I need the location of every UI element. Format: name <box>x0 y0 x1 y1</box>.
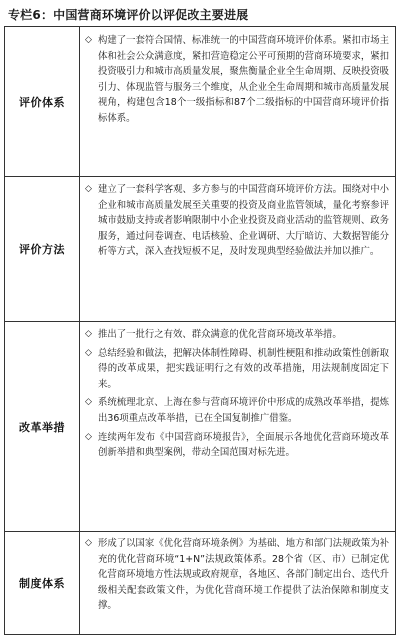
item-text: 建立了一套科学客观、多方参与的中国营商环境评价方法。围绕对中小企业和城市高质量发展至关重要的投资及商业监管领域，量化考察参评城市鼓励支持或者影响限制中小企业投资及商业活动的监管规则、政务服务，通过问卷调查、电话核验、企业调研、大厅暗访、大数据智能分析等方式，深入查找短板不足，及时发现典型经验做法并加以推广。 <box>98 184 389 258</box>
diamond-bullet-icon: ◇ <box>85 347 92 358</box>
diamond-bullet-icon: ◇ <box>85 329 92 339</box>
table-row <box>5 176 395 321</box>
row-content <box>80 177 395 321</box>
row-content <box>80 532 395 634</box>
list-item <box>80 536 395 614</box>
row-category: 评价方法 <box>5 177 80 321</box>
row-category: 改革举措 <box>5 322 80 531</box>
table-row <box>5 531 395 634</box>
item-text: 构建了一套符合国情、标准统一的中国营商环境评价体系。紧扣市场主体和社会公众满意度，紧扣营造稳定公平可预期的营商环境要求，紧扣投资吸引力和城市高质量发展，聚焦衡量企业全生命周期、反映投资吸引力、体现监管与服务三个维度，从企业全生命周期和城市高质量发展视角，构建包含18个一级指标和87个二级指标的中国营商环境评价指标体系。 <box>98 35 389 124</box>
list-item <box>80 33 395 127</box>
diamond-bullet-icon: ◇ <box>85 35 92 45</box>
item-text: 总结经验和做法，把解决体制性障碍、机制性梗阻和推动政策性创新取得的改革成果，把实践证明行之有效的改革措施，用法规制度固定下来。 <box>98 347 389 390</box>
diamond-bullet-icon: ◇ <box>85 538 92 548</box>
box-title: 专栏6：中国营商环境评价以评促改主要进展 <box>8 8 249 22</box>
list-item <box>80 327 395 343</box>
list-item <box>80 430 395 461</box>
progress-table <box>4 26 396 635</box>
item-text: 形成了以国家《优化营商环境条例》为基础、地方和部门法规政策为补充的优化营商环境“1+N”法规政策体系。28个省（区、市）已制定优化营商环境地方性法规或政府规章，各地区、各部门制定出台、迭代升级相关配套政策文件，为优化营商环境工作提供了法治保障和制度支撑。 <box>98 538 389 612</box>
row-category: 评价体系 <box>5 27 80 176</box>
table-row <box>5 321 395 531</box>
list-item <box>80 182 395 260</box>
diamond-bullet-icon: ◇ <box>85 397 92 408</box>
list-item <box>80 346 395 393</box>
item-text: 连续两年发布《中国营商环境报告》，全面展示各地优化营商环境改革创新举措和典型案例，带动全国范围对标先进。 <box>98 431 389 459</box>
table-row <box>5 27 395 176</box>
row-content <box>80 322 395 531</box>
list-item <box>80 395 395 426</box>
item-text: 推出了一批行之有效、群众满意的优化营商环境改革举措。 <box>98 329 342 340</box>
diamond-bullet-icon: ◇ <box>85 184 92 194</box>
row-content <box>80 27 395 176</box>
item-text: 系统梳理北京、上海在参与营商环境评价中形成的成熟改革举措，提炼出36项重点改革举措，已在全国复制推广借鉴。 <box>98 397 389 424</box>
row-category: 制度体系 <box>5 532 80 634</box>
diamond-bullet-icon: ◇ <box>85 431 92 442</box>
